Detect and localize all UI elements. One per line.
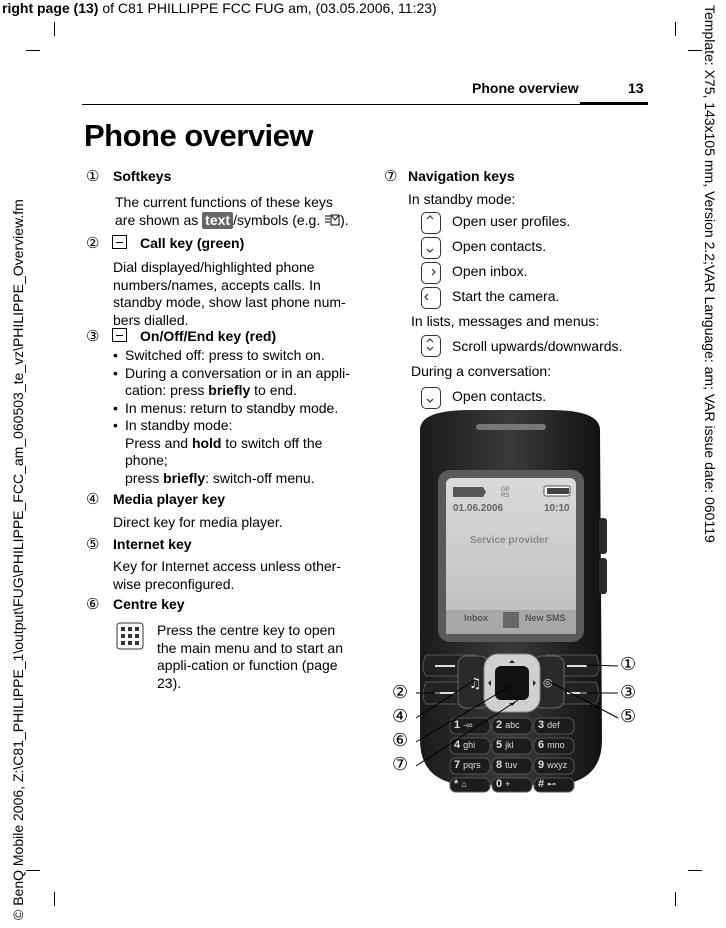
nav-standby-item: Open inbox. (452, 263, 528, 279)
keypad-key-7 (454, 759, 488, 773)
nav-standby-item: Open contacts. (452, 238, 547, 254)
item-number: ⑦ (384, 168, 398, 185)
screen-date: 01.06.2006 (453, 503, 504, 514)
crop-mark (54, 22, 55, 36)
item-title-internet: Internet key (113, 536, 192, 552)
header-title: Phone overview (472, 80, 579, 96)
call-key-icon (112, 235, 127, 249)
key-letters: ⌂ (461, 779, 467, 789)
item-number: ⑤ (86, 536, 100, 553)
print-page-ref: right page (13) (2, 0, 99, 16)
print-info (2, 0, 437, 16)
text-chip: text (202, 212, 233, 230)
svg-text:♫: ♫ (469, 676, 482, 692)
crop-mark (688, 50, 702, 51)
key-digit: 3 (538, 719, 545, 731)
item-desc-centre-key: Press the centre key to open the main menu and to start an appli-cation or function (page 23). (157, 622, 343, 691)
keypad-key-1 (454, 719, 488, 733)
item-desc-softkeys (115, 194, 353, 229)
callout-5: ⑤ (620, 706, 637, 726)
keypad-key-2 (496, 719, 530, 733)
nav-standby-label: In standby mode: (408, 191, 516, 207)
item-desc-internet: Key for Internet access unless other-wise preconfigured. (113, 558, 341, 592)
header-page-number: 13 (628, 80, 644, 96)
screen-softkey-left: Inbox (464, 613, 488, 623)
key-digit: 5 (496, 739, 503, 751)
bullet: • Switched off: press to switch on. (113, 347, 351, 365)
item-number: ③ (86, 328, 100, 345)
key-digit: 6 (538, 739, 545, 751)
callout-2: ② (392, 682, 409, 702)
callout-6: ⑥ (392, 730, 409, 750)
key-digit: * (454, 778, 459, 790)
keypad-key-10 (454, 778, 488, 792)
keypad-key-5 (496, 739, 530, 753)
nav-standby-item: Start the camera. (452, 288, 560, 304)
keypad-key-11 (496, 778, 530, 792)
key-letters: abc (505, 720, 520, 730)
crop-mark (26, 50, 40, 51)
crop-mark (675, 892, 676, 906)
softkeys-desc-a: The current functions of these keys are shown as (115, 194, 333, 228)
item-title-end-key: On/Off/End key (red) (140, 328, 277, 344)
nav-down-icon (421, 387, 441, 409)
nav-conv-label: During a conversation: (411, 363, 552, 379)
key-letters: + (505, 779, 511, 789)
key-letters: def (547, 720, 560, 730)
keypad-key-9 (538, 759, 572, 773)
nav-lists-label: In lists, messages and menus: (411, 313, 600, 329)
key-digit: 9 (538, 759, 545, 771)
key-letters: wxyz (547, 760, 568, 770)
keypad-key-4 (454, 739, 488, 753)
key-digit: 8 (496, 759, 503, 771)
phone-illustration (380, 410, 726, 810)
item-desc-media-player: Direct key for media player. (113, 514, 283, 530)
crop-mark (675, 22, 676, 36)
centre-key-menu-icon (116, 622, 144, 650)
gprs-indicator: GP RS (501, 487, 510, 499)
key-letters: jkl (505, 740, 514, 750)
keypad-key-6 (538, 739, 572, 753)
end-key-icon (112, 328, 127, 342)
nav-standby-item: Open user profiles. (452, 213, 571, 229)
item-number: ⑥ (86, 596, 100, 613)
svg-text:◎: ◎ (543, 676, 553, 689)
bullet: • During a conversation or in an appli-cation: press briefly to end. (113, 365, 351, 400)
key-letters: ⊷ (547, 779, 557, 789)
softkeys-desc-c: ). (340, 211, 349, 228)
item-number: ② (86, 235, 100, 252)
callout-3: ③ (620, 682, 637, 702)
callout-7: ⑦ (392, 754, 409, 774)
key-digit: # (538, 778, 545, 790)
item-title-media-player: Media player key (113, 491, 226, 507)
callout-4: ④ (392, 706, 409, 726)
print-file: of C81 PHILLIPPE FCC FUG am, (03.05.2006, 11:23) (102, 0, 437, 16)
nav-updown-icon (421, 335, 441, 357)
nav-conv-item: Open contacts. (452, 388, 547, 404)
item-desc-call-key: Dial displayed/highlighted phone numbers/names, accepts calls. In standby mode, show last phone num-bers dialled. (113, 259, 346, 328)
crop-mark (688, 870, 702, 871)
item-number: ① (86, 168, 100, 185)
item-title-call-key: Call key (green) (140, 235, 245, 251)
header-rule (82, 104, 648, 105)
key-letters: pqrs (463, 760, 481, 770)
item-title-softkeys: Softkeys (113, 168, 172, 184)
bullet: • In standby mode: Press and hold to switch off the phone; press briefly: switch-off menu. (113, 417, 351, 487)
key-letters: tuv (505, 760, 518, 770)
item-title-navigation: Navigation keys (408, 168, 515, 184)
keypad-key-12 (538, 778, 572, 792)
page-title: Phone overview (84, 118, 314, 153)
crop-mark (54, 892, 55, 906)
screen-time: 10:10 (544, 503, 570, 514)
item-title-centre-key: Centre key (113, 596, 185, 612)
callout-1: ① (620, 654, 637, 674)
nav-down-icon (421, 237, 441, 259)
item-bullets-end-key (113, 347, 351, 487)
nav-up-icon (421, 212, 441, 234)
key-letters: -∞ (463, 720, 473, 730)
side-right-template: Template: X75, 143x105 mm, Version 2.2;VAR Language: am; VAR issue date: 060119 (702, 5, 718, 543)
bullet: • In menus: return to standby mode. (113, 400, 351, 418)
keypad-key-3 (538, 719, 572, 733)
screen-provider: Service provider (470, 535, 549, 546)
screen-softkey-right: New SMS (525, 613, 566, 623)
nav-left-icon (421, 287, 441, 309)
key-digit: 1 (454, 719, 461, 731)
key-digit: 4 (454, 739, 461, 751)
side-left-path: © BenQ Mobile 2006, Z:\C81_PHILIPPE_1\output\FUG\PHILIPPE_FCC_am_060503_te_vz\PHILIPPE_Overview.fm (10, 199, 26, 920)
key-digit: 7 (454, 759, 461, 771)
nav-lists-item: Scroll upwards/downwards. (452, 338, 623, 354)
key-letters: mno (547, 740, 565, 750)
key-digit: 0 (496, 778, 503, 790)
crop-mark (26, 870, 40, 871)
item-number: ④ (86, 491, 100, 508)
softkeys-desc-b: /symbols (e.g. (233, 211, 321, 228)
envelope-symbol-icon (324, 213, 340, 227)
keypad-key-8 (496, 759, 530, 773)
nav-right-icon (421, 262, 441, 284)
header-tab (580, 102, 648, 105)
key-letters: ghi (463, 740, 476, 750)
key-digit: 2 (496, 719, 503, 731)
